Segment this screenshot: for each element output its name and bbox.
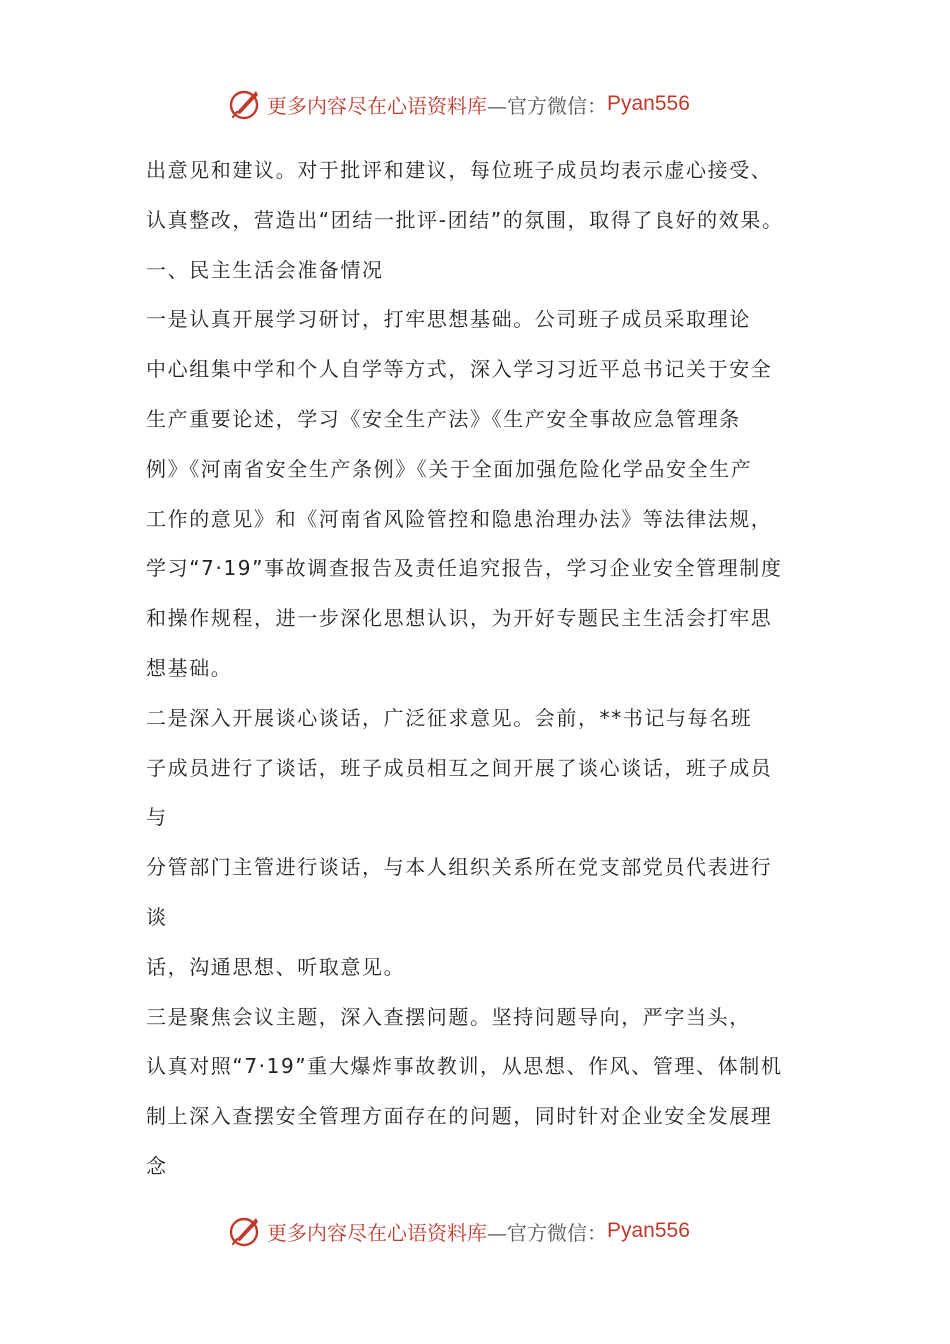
text-line: 谈 xyxy=(146,904,168,929)
watermark-wechat-id: Pyan556 xyxy=(607,1219,690,1242)
text-line: 一是认真开展学习研讨，打牢思想基础。公司班子成员采取理论 xyxy=(146,307,751,332)
text-line: 三是聚焦会议主题，深入查摆问题。坚持问题导向，严字当头， xyxy=(146,1004,751,1029)
text-line: 子成员进行了谈话，班子成员相互之间开展了谈心谈话，班子成员 xyxy=(146,755,773,780)
text-line: 二是深入开展谈心谈话，广泛征求意见。会前，**书记与每名班 xyxy=(146,705,753,730)
text-line: 认真整改，营造出“团结一批评-团结”的氛围，取得了良好的效果。 xyxy=(146,207,784,232)
watermark-text: 更多内容尽在心语资料库 xyxy=(267,1220,487,1245)
text-line: 生产重要论述，学习《安全生产法》《生产安全事故应急管理条 xyxy=(146,406,741,431)
text-line: 例》《河南省安全生产条例》《关于全面加强危险化学品安全生产 xyxy=(146,456,753,481)
watermark-wechat-id: Pyan556 xyxy=(607,92,690,115)
header-watermark xyxy=(227,86,690,122)
text-line: 制上深入查摆安全管理方面存在的问题，同时针对企业安全发展理 xyxy=(146,1104,773,1129)
text-line: 学习“7·19”事故调查报告及责任追究报告，学习企业安全管理制度 xyxy=(146,556,783,581)
text-line: 分管部门主管进行谈话，与本人组织关系所在党支部党员代表进行 xyxy=(146,855,773,880)
text-line: 认真对照“7·19”重大爆炸事故教训，从思想、作风、管理、体制机 xyxy=(146,1054,783,1079)
watermark-text: 更多内容尽在心语资料库 xyxy=(267,93,487,118)
text-line: 工作的意见》和《河南省风险管控和隐患治理办法》等法律法规， xyxy=(146,506,773,531)
footer-watermark xyxy=(227,1213,690,1249)
section-heading: 一、民主生活会准备情况 xyxy=(146,257,384,282)
quill-logo-icon xyxy=(227,1213,263,1249)
text-line: 出意见和建议。对于批评和建议，每位班子成员均表示虚心接受、 xyxy=(146,158,773,182)
text-line: 话，沟通思想、听取意见。 xyxy=(146,954,406,979)
watermark-label: —官方微信： xyxy=(487,93,607,118)
watermark-label: —官方微信： xyxy=(487,1220,607,1245)
quill-logo-icon xyxy=(227,86,263,122)
document-body xyxy=(146,146,826,1192)
text-line: 想基础。 xyxy=(146,655,233,680)
text-line: 念 xyxy=(146,1153,168,1178)
text-line: 与 xyxy=(146,805,168,830)
text-line: 中心组集中学和个人自学等方式，深入学习习近平总书记关于安全 xyxy=(146,357,773,382)
text-line: 和操作规程，进一步深化思想认识，为开好专题民主生活会打牢思 xyxy=(146,606,773,631)
